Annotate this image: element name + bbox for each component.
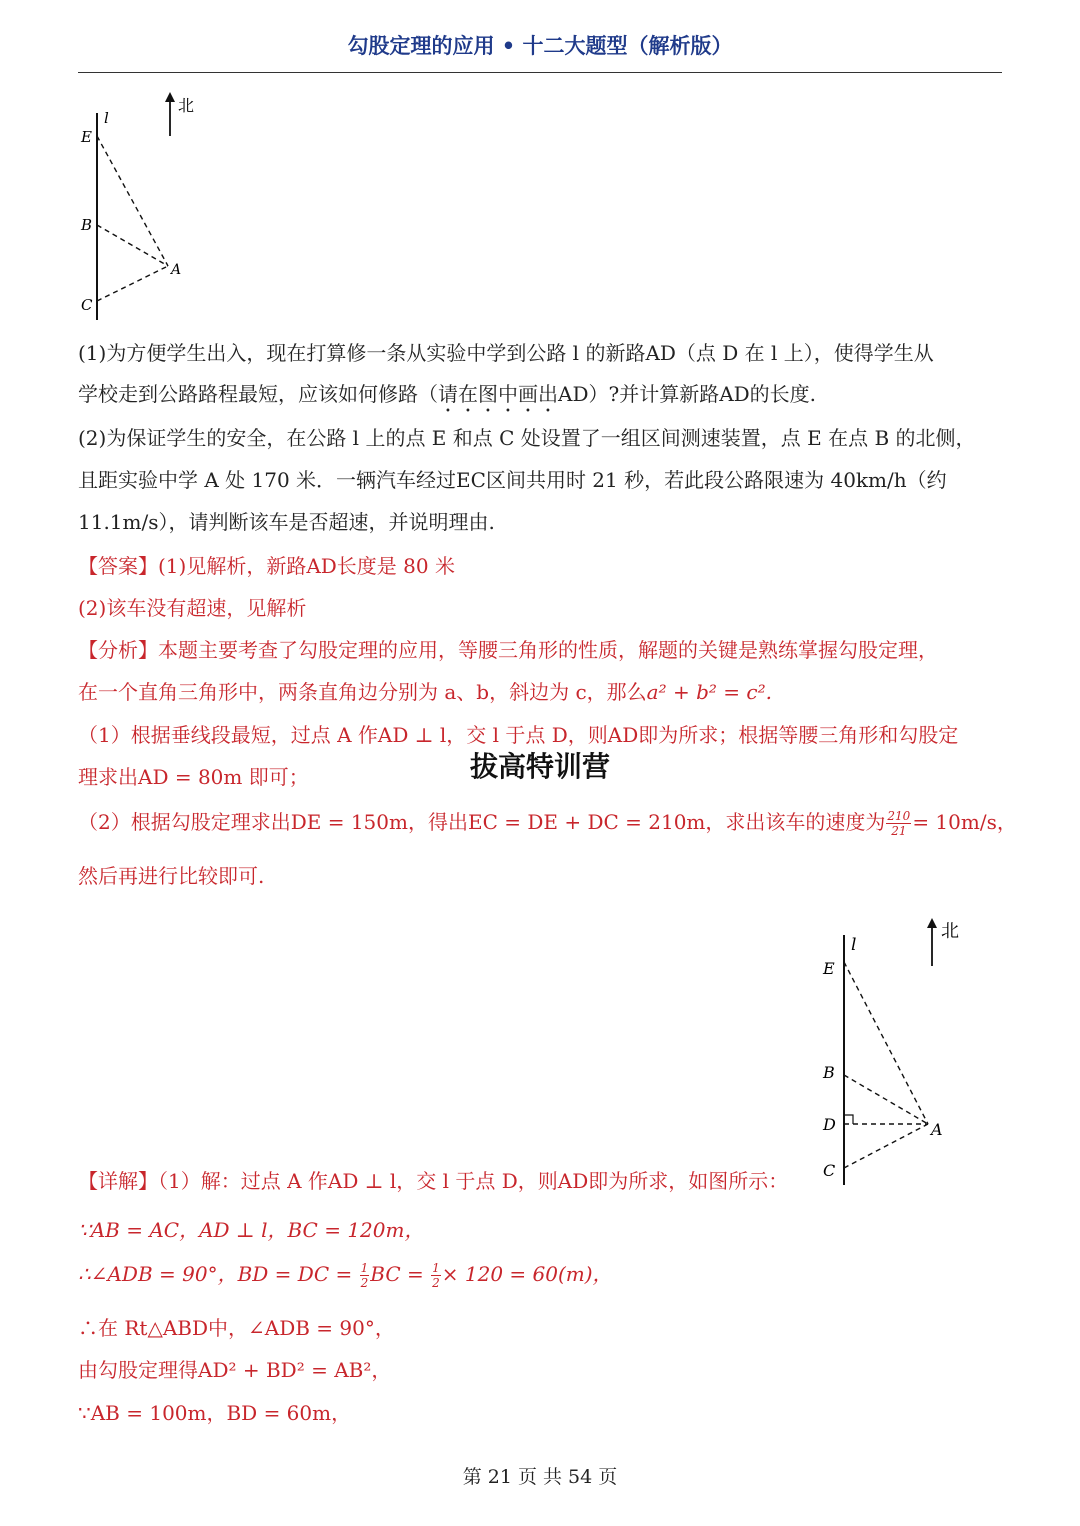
header-title: 勾股定理的应用 • 十二大题型（解析版） (347, 34, 733, 58)
north-arrow-head (165, 92, 175, 102)
solution-line1: 【详解】（1）解：过点 A 作AD ⊥ l，交 l 于点 D，则AD即为所求，如图所示： (78, 1169, 789, 1193)
pythagorean-formula: a² + b² = c². (646, 680, 772, 704)
segment-CA (844, 1124, 928, 1168)
figure-1 (70, 88, 220, 323)
question-part2-line1: (2)为保证学生的安全，在公路 l 上的点 E 和点 C 处设置了一组区间测速装置，点 E 在点 B 的北侧， (78, 426, 976, 450)
speed-fraction: $\frac{210}{21}$ (887, 809, 911, 838)
label-l: l (851, 935, 857, 955)
analysis-line2: 在一个直角三角形中，两条直角边分别为 a、b，斜边为 c，那么a² + b² = c². (78, 680, 772, 704)
fraction-one-half: $\frac{1}{2}$ (360, 1261, 369, 1290)
analysis-line5: （2）根据勾股定理求出DE = 150m，得出EC = DE + DC = 210m，求出该车的速度为 $\frac{210}{21}$ = 10m/s， (78, 809, 1017, 838)
label-E: E (81, 128, 92, 146)
right-angle-mark (844, 1115, 853, 1124)
solution-line3: ∴∠ADB = 90°，BD = DC = $\frac{1}{2}$ BC = $\frac{1}{2}$ × 120 = 60(m)， (78, 1261, 613, 1290)
label-B: B (823, 1063, 835, 1082)
label-l: l (104, 109, 109, 127)
segment-CA (97, 266, 168, 301)
solution-line4: ∴在 Rt△ABD中，∠ADB = 90°， (78, 1316, 395, 1340)
segment-EA (97, 136, 168, 266)
label-A: A (931, 1120, 943, 1139)
label-north: 北 (941, 921, 959, 942)
solution-line5: 由勾股定理得AD² + BD² = AB²， (78, 1358, 392, 1382)
watermark-text: 拔高特训营 (469, 750, 610, 783)
fraction-one-half: $\frac{1}{2}$ (432, 1261, 440, 1290)
question-part1-line1: (1)为方便学生出入，现在打算修一条从实验中学到公路 l 的新路AD（点 D 在 l 上），使得学生从 (78, 341, 934, 365)
header-divider (78, 72, 1002, 73)
label-D: D (823, 1115, 836, 1134)
figure-2 (815, 910, 975, 1190)
analysis-line4: 理求出AD = 80m 即可； (78, 765, 309, 789)
label-north: 北 (178, 96, 195, 115)
answer-line1: 【答案】(1)见解析，新路AD长度是 80 米 (78, 554, 455, 578)
label-B: B (81, 216, 93, 234)
label-E: E (823, 959, 835, 978)
segment-BA (97, 225, 168, 266)
answer-line2: (2)该车没有超速，见解析 (78, 596, 307, 620)
solution-line2: ∵AB = AC，AD ⊥ l，BC = 120m， (78, 1218, 425, 1242)
question-part2-line3: 11.1m/s），请判断该车是否超速，并说明理由. (78, 510, 495, 534)
solution-line6: ∵AB = 100m，BD = 60m， (78, 1401, 352, 1425)
label-C: C (823, 1161, 836, 1180)
label-C: C (81, 296, 93, 314)
analysis-line6: 然后再进行比较即可. (78, 864, 265, 888)
label-A: A (171, 262, 182, 278)
analysis-line3: （1）根据垂线段最短，过点 A 作AD ⊥ l，交 l 于点 D，则AD即为所求；根据等腰三角形和勾股定 (78, 723, 959, 747)
analysis-line1: 【分析】本题主要考查了勾股定理的应用，等腰三角形的性质，解题的关键是熟练掌握勾股定理， (78, 638, 938, 662)
question-part1-line2: 学校走到公路路程最短，应该如何修路（请在图中画出AD）?并计算新路AD的长度. (78, 382, 817, 406)
question-part2-line2: 且距实验中学 A 处 170 米．一辆汽车经过EC区间共用时 21 秒，若此段公路限速为 40km/h（约 (78, 468, 947, 492)
emphasized-text: 请在图中画出 (438, 382, 558, 406)
page-number: 第 21 页 共 54 页 (462, 1466, 618, 1488)
north-arrow-head (927, 918, 937, 928)
